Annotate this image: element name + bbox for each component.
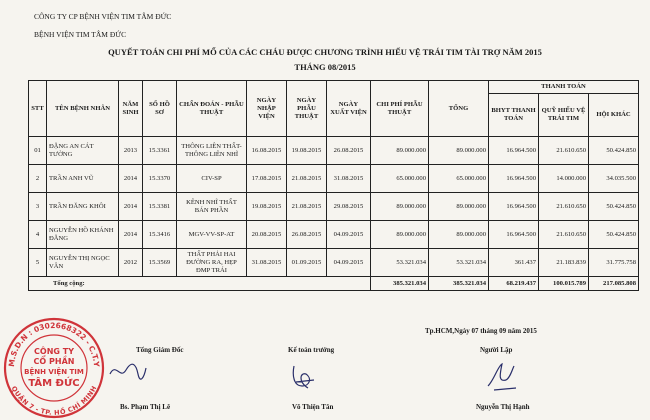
cell-admission: 16.08.2015 (247, 137, 287, 165)
director-signature (108, 360, 148, 382)
cell-discharge: 04.09.2015 (327, 221, 371, 249)
cell-record-no: 15.3361 (143, 137, 177, 165)
header-diagnosis: CHẨN ĐOÁN - PHẪU THUẬT (177, 81, 247, 137)
stamp-bottom-text: QUẬN 7 - TP. HỒ CHÍ MINH (9, 384, 99, 417)
cell-record-no: 15.3569 (143, 249, 177, 277)
cell-admission: 17.08.2015 (247, 165, 287, 193)
table-row (29, 193, 639, 221)
cell-birth-year: 2014 (119, 221, 143, 249)
cell-total: 89.000.000 (429, 221, 489, 249)
totals-row (29, 277, 639, 291)
stamp-line3: BỆNH VIỆN TIM (24, 368, 84, 376)
cell-surgery-cost: 89.000.000 (371, 221, 429, 249)
header-admission: NGÀY NHẬP VIỆN (247, 81, 287, 137)
stamp-line4: TÂM ĐỨC (28, 378, 80, 389)
accountant-signature (288, 362, 318, 392)
header-discharge: NGÀY XUẤT VIỆN (327, 81, 371, 137)
table-row (29, 221, 639, 249)
header-birth-year: NĂM SINH (119, 81, 143, 137)
hospital-name: BỆNH VIỆN TIM TÂM ĐỨC (34, 30, 127, 39)
cell-diagnosis: THÔNG LIÊN THẤT-THÔNG LIÊN NHĨ (177, 137, 247, 165)
cell-stt: 3 (29, 193, 47, 221)
cell-surgery-date: 26.08.2015 (287, 221, 327, 249)
cell-birth-year: 2014 (119, 165, 143, 193)
preparer-title: Người Lập (480, 346, 513, 354)
cell-surgery-cost: 89.000.000 (371, 137, 429, 165)
cell-bhyt: 361.437 (489, 249, 539, 277)
place-date: Tp.HCM,Ngày 07 tháng 09 năm 2015 (425, 327, 537, 335)
header-bhyt: BHYT THANH TOÁN (489, 94, 539, 137)
accountant-name: Võ Thiện Tân (292, 403, 334, 411)
header-stt: STT (29, 81, 47, 137)
report-title: QUYẾT TOÁN CHI PHÍ MỔ CỦA CÁC CHÁU ĐƯỢC CHƯƠNG TRÌNH HIẾU VỆ TRÁI TIM TÀI TRỢ NĂM 2015 (108, 47, 542, 57)
header-payment-group: THANH TOÁN (489, 81, 639, 94)
cell-stt: 2 (29, 165, 47, 193)
cell-bhyt: 16.964.500 (489, 165, 539, 193)
cell-surgery-date: 01.09.2015 (287, 249, 327, 277)
cell-other: 50.424.850 (589, 193, 639, 221)
cell-admission: 31.08.2015 (247, 249, 287, 277)
header-surgery-cost: CHI PHÍ PHẪU THUẬT (371, 81, 429, 137)
header-surgery-date: NGÀY PHẪU THUẬT (287, 81, 327, 137)
totals-label: Tổng cộng: (29, 277, 371, 291)
company-name: CÔNG TY CP BỆNH VIỆN TIM TÂM ĐỨC (34, 12, 172, 21)
cell-name: NGUYỄN HỒ KHÁNH ĐĂNG (47, 221, 119, 249)
cell-other: 31.775.758 (589, 249, 639, 277)
cell-fund: 21.610.650 (539, 221, 589, 249)
cell-birth-year: 2014 (119, 193, 143, 221)
cell-surgery-date: 19.08.2015 (287, 137, 327, 165)
cell-name: TRẦN ANH VŨ (47, 165, 119, 193)
header-record-no: SỐ HỒ SƠ (143, 81, 177, 137)
total-other: 217.085.808 (589, 277, 639, 291)
cell-stt: 5 (29, 249, 47, 277)
header-other: HỘI KHÁC (589, 94, 639, 137)
cell-bhyt: 16.964.500 (489, 221, 539, 249)
cell-other: 50.424.850 (589, 137, 639, 165)
preparer-signature (484, 360, 518, 394)
cell-fund: 14.000.000 (539, 165, 589, 193)
cell-discharge: 29.08.2015 (327, 193, 371, 221)
cell-name: TRẦN ĐĂNG KHÔI (47, 193, 119, 221)
cell-bhyt: 16.964.500 (489, 193, 539, 221)
cell-record-no: 15.3381 (143, 193, 177, 221)
total-total: 385.321.034 (429, 277, 489, 291)
cell-total: 65.000.000 (429, 165, 489, 193)
cell-surgery-cost: 89.000.000 (371, 193, 429, 221)
cell-other: 50.424.850 (589, 221, 639, 249)
cell-name: ĐẶNG AN CÁT TƯỜNG (47, 137, 119, 165)
cell-fund: 21.610.650 (539, 193, 589, 221)
total-surgery-cost: 385.321.034 (371, 277, 429, 291)
cell-bhyt: 16.964.500 (489, 137, 539, 165)
cell-other: 34.035.500 (589, 165, 639, 193)
preparer-name: Nguyễn Thị Hạnh (476, 403, 530, 411)
cell-surgery-date: 21.08.2015 (287, 165, 327, 193)
cell-surgery-cost: 65.000.000 (371, 165, 429, 193)
cell-total: 89.000.000 (429, 137, 489, 165)
cell-discharge: 04.09.2015 (327, 249, 371, 277)
cell-admission: 19.08.2015 (247, 193, 287, 221)
cell-surgery-cost: 53.321.034 (371, 249, 429, 277)
cell-discharge: 26.08.2015 (327, 137, 371, 165)
header-name: TÊN BỆNH NHÂN (47, 81, 119, 137)
company-stamp (2, 316, 106, 420)
cell-name: NGUYỄN THỊ NGỌC VÂN (47, 249, 119, 277)
cell-surgery-date: 21.08.2015 (287, 193, 327, 221)
stamp-line2: CỔ PHẦN (33, 357, 75, 366)
cell-diagnosis: THẤT PHẢI HAI ĐƯỜNG RA, HẸP ĐMP TRÁI (177, 249, 247, 277)
director-name: Bs. Phạm Thị Lê (120, 403, 171, 411)
cell-total: 53.321.034 (429, 249, 489, 277)
cell-diagnosis: CIV-SP (177, 165, 247, 193)
total-fund: 100.015.789 (539, 277, 589, 291)
cell-birth-year: 2012 (119, 249, 143, 277)
cell-stt: 4 (29, 221, 47, 249)
report-subtitle: THÁNG 08/2015 (294, 62, 356, 72)
cell-fund: 21.610.650 (539, 137, 589, 165)
cell-stt: 01 (29, 137, 47, 165)
header-fund: QUỸ HIẾU VỆ TRÁI TIM (539, 94, 589, 137)
director-title: Tổng Giám Đốc (136, 346, 184, 354)
cell-discharge: 31.08.2015 (327, 165, 371, 193)
stamp-ring-text: M.S.D.N : 0302668322 - C.T.Y (6, 320, 102, 368)
settlement-table (28, 80, 639, 291)
cell-birth-year: 2013 (119, 137, 143, 165)
total-bhyt: 68.219.437 (489, 277, 539, 291)
table-row (29, 137, 639, 165)
stamp-line1: CÔNG TY (34, 347, 74, 356)
table-row (29, 165, 639, 193)
table-row (29, 249, 639, 277)
header-total: TỔNG (429, 81, 489, 137)
accountant-title: Kế toán trưởng (288, 346, 335, 354)
cell-fund: 21.183.839 (539, 249, 589, 277)
cell-diagnosis: MGV-VV-SP-AT (177, 221, 247, 249)
cell-total: 89.000.000 (429, 193, 489, 221)
cell-diagnosis: KÊNH NHĨ THẤT BÁN PHẦN (177, 193, 247, 221)
cell-admission: 20.08.2015 (247, 221, 287, 249)
cell-record-no: 15.3416 (143, 221, 177, 249)
cell-record-no: 15.3370 (143, 165, 177, 193)
